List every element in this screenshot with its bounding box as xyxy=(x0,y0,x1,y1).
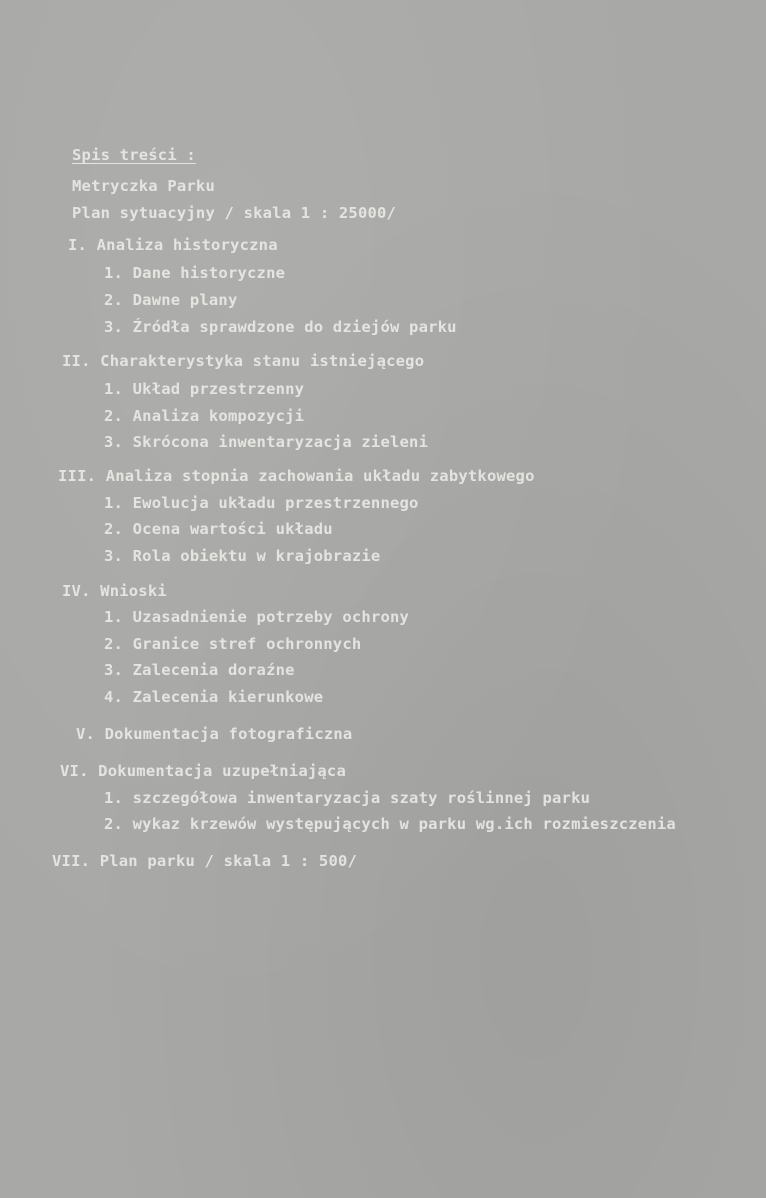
toc-item xyxy=(104,608,409,626)
toc-section-text: Dokumentacja fotograficzna xyxy=(104,725,353,743)
toc-item-number: 2. xyxy=(104,815,124,833)
toc-item-text: Zalecenia doraźne xyxy=(132,661,295,679)
toc-section-number: IV. xyxy=(62,582,91,600)
toc-section-number: I. xyxy=(68,236,88,254)
toc-item-text: Dane historyczne xyxy=(132,264,286,282)
toc-item-text: szczegółowa inwentaryzacja szaty roślinnej parku xyxy=(132,789,591,807)
toc-section xyxy=(76,725,352,743)
toc-item xyxy=(104,520,333,538)
toc-item-number: 1. xyxy=(104,608,124,626)
toc-section-number: VII. xyxy=(52,852,91,870)
toc-item xyxy=(104,291,237,309)
toc-item-text: Zalecenia kierunkowe xyxy=(132,688,324,706)
toc-item xyxy=(104,661,295,679)
toc-item xyxy=(104,688,323,706)
toc-section-number: VI. xyxy=(60,762,89,780)
toc-item-number: 3. xyxy=(104,661,124,679)
toc-section-text: Analiza historyczna xyxy=(96,236,278,254)
toc-section xyxy=(58,467,535,485)
toc-entry-text: Metryczka Parku xyxy=(72,177,215,195)
toc-section xyxy=(60,762,346,780)
toc-item-text: Rola obiektu w krajobrazie xyxy=(132,547,381,565)
toc-section xyxy=(62,352,424,370)
toc-section-text: Wnioski xyxy=(100,582,167,600)
toc-item xyxy=(104,815,676,833)
toc-entry-text: Plan sytuacyjny / skala 1 : 25000/ xyxy=(72,204,397,222)
toc-item-number: 2. xyxy=(104,635,124,653)
toc-item-text: Analiza kompozycji xyxy=(132,407,305,425)
toc-section-text: Dokumentacja uzupełniająca xyxy=(98,762,346,780)
toc-section-text: Analiza stopnia zachowania układu zabytkowego xyxy=(105,467,535,485)
toc-item-number: 1. xyxy=(104,494,124,512)
toc-section xyxy=(52,852,357,870)
toc-item-number: 1. xyxy=(104,380,124,398)
toc-item xyxy=(104,380,304,398)
toc-item-number: 3. xyxy=(104,547,124,565)
toc-item-number: 1. xyxy=(104,789,124,807)
toc-item xyxy=(104,407,304,425)
toc-item xyxy=(104,494,419,512)
toc-item-text: Uzasadnienie potrzeby ochrony xyxy=(132,608,410,626)
toc-section-text: Charakterystyka stanu istniejącego xyxy=(100,352,425,370)
toc-section xyxy=(68,236,278,254)
toc-item-number: 1. xyxy=(104,264,124,282)
toc-section-text: Plan parku / skala 1 : 500/ xyxy=(99,852,358,870)
toc-item xyxy=(104,264,285,282)
toc-item-text: Układ przestrzenny xyxy=(132,380,305,398)
toc-item xyxy=(104,318,457,336)
toc-item-text: wykaz krzewów występujących w parku wg.ich rozmieszczenia xyxy=(132,815,676,833)
toc-item-text: Granice stref ochronnych xyxy=(132,635,362,653)
toc-entry xyxy=(72,177,215,195)
toc-section xyxy=(62,582,167,600)
toc-item-text: Ewolucja układu przestrzennego xyxy=(132,494,419,512)
toc-entry xyxy=(72,204,396,222)
toc-item-text: Ocena wartości układu xyxy=(132,520,333,538)
toc-item xyxy=(104,635,361,653)
toc-item-number: 2. xyxy=(104,291,124,309)
toc-section-number: II. xyxy=(62,352,91,370)
document-title: Spis treści : xyxy=(72,146,196,164)
toc-item-number: 3. xyxy=(104,318,124,336)
toc-item-number: 4. xyxy=(104,688,124,706)
toc-item-text: Źródła sprawdzone do dziejów parku xyxy=(132,318,457,336)
toc-item-number: 3. xyxy=(104,433,124,451)
toc-section-number: V. xyxy=(76,725,96,743)
toc-item-number: 2. xyxy=(104,520,124,538)
toc-item-text: Skrócona inwentaryzacja zieleni xyxy=(132,433,429,451)
toc-item xyxy=(104,547,380,565)
toc-item xyxy=(104,433,428,451)
toc-item-number: 2. xyxy=(104,407,124,425)
toc-item-text: Dawne plany xyxy=(132,291,238,309)
toc-section-number: III. xyxy=(58,467,97,485)
toc-item xyxy=(104,789,590,807)
